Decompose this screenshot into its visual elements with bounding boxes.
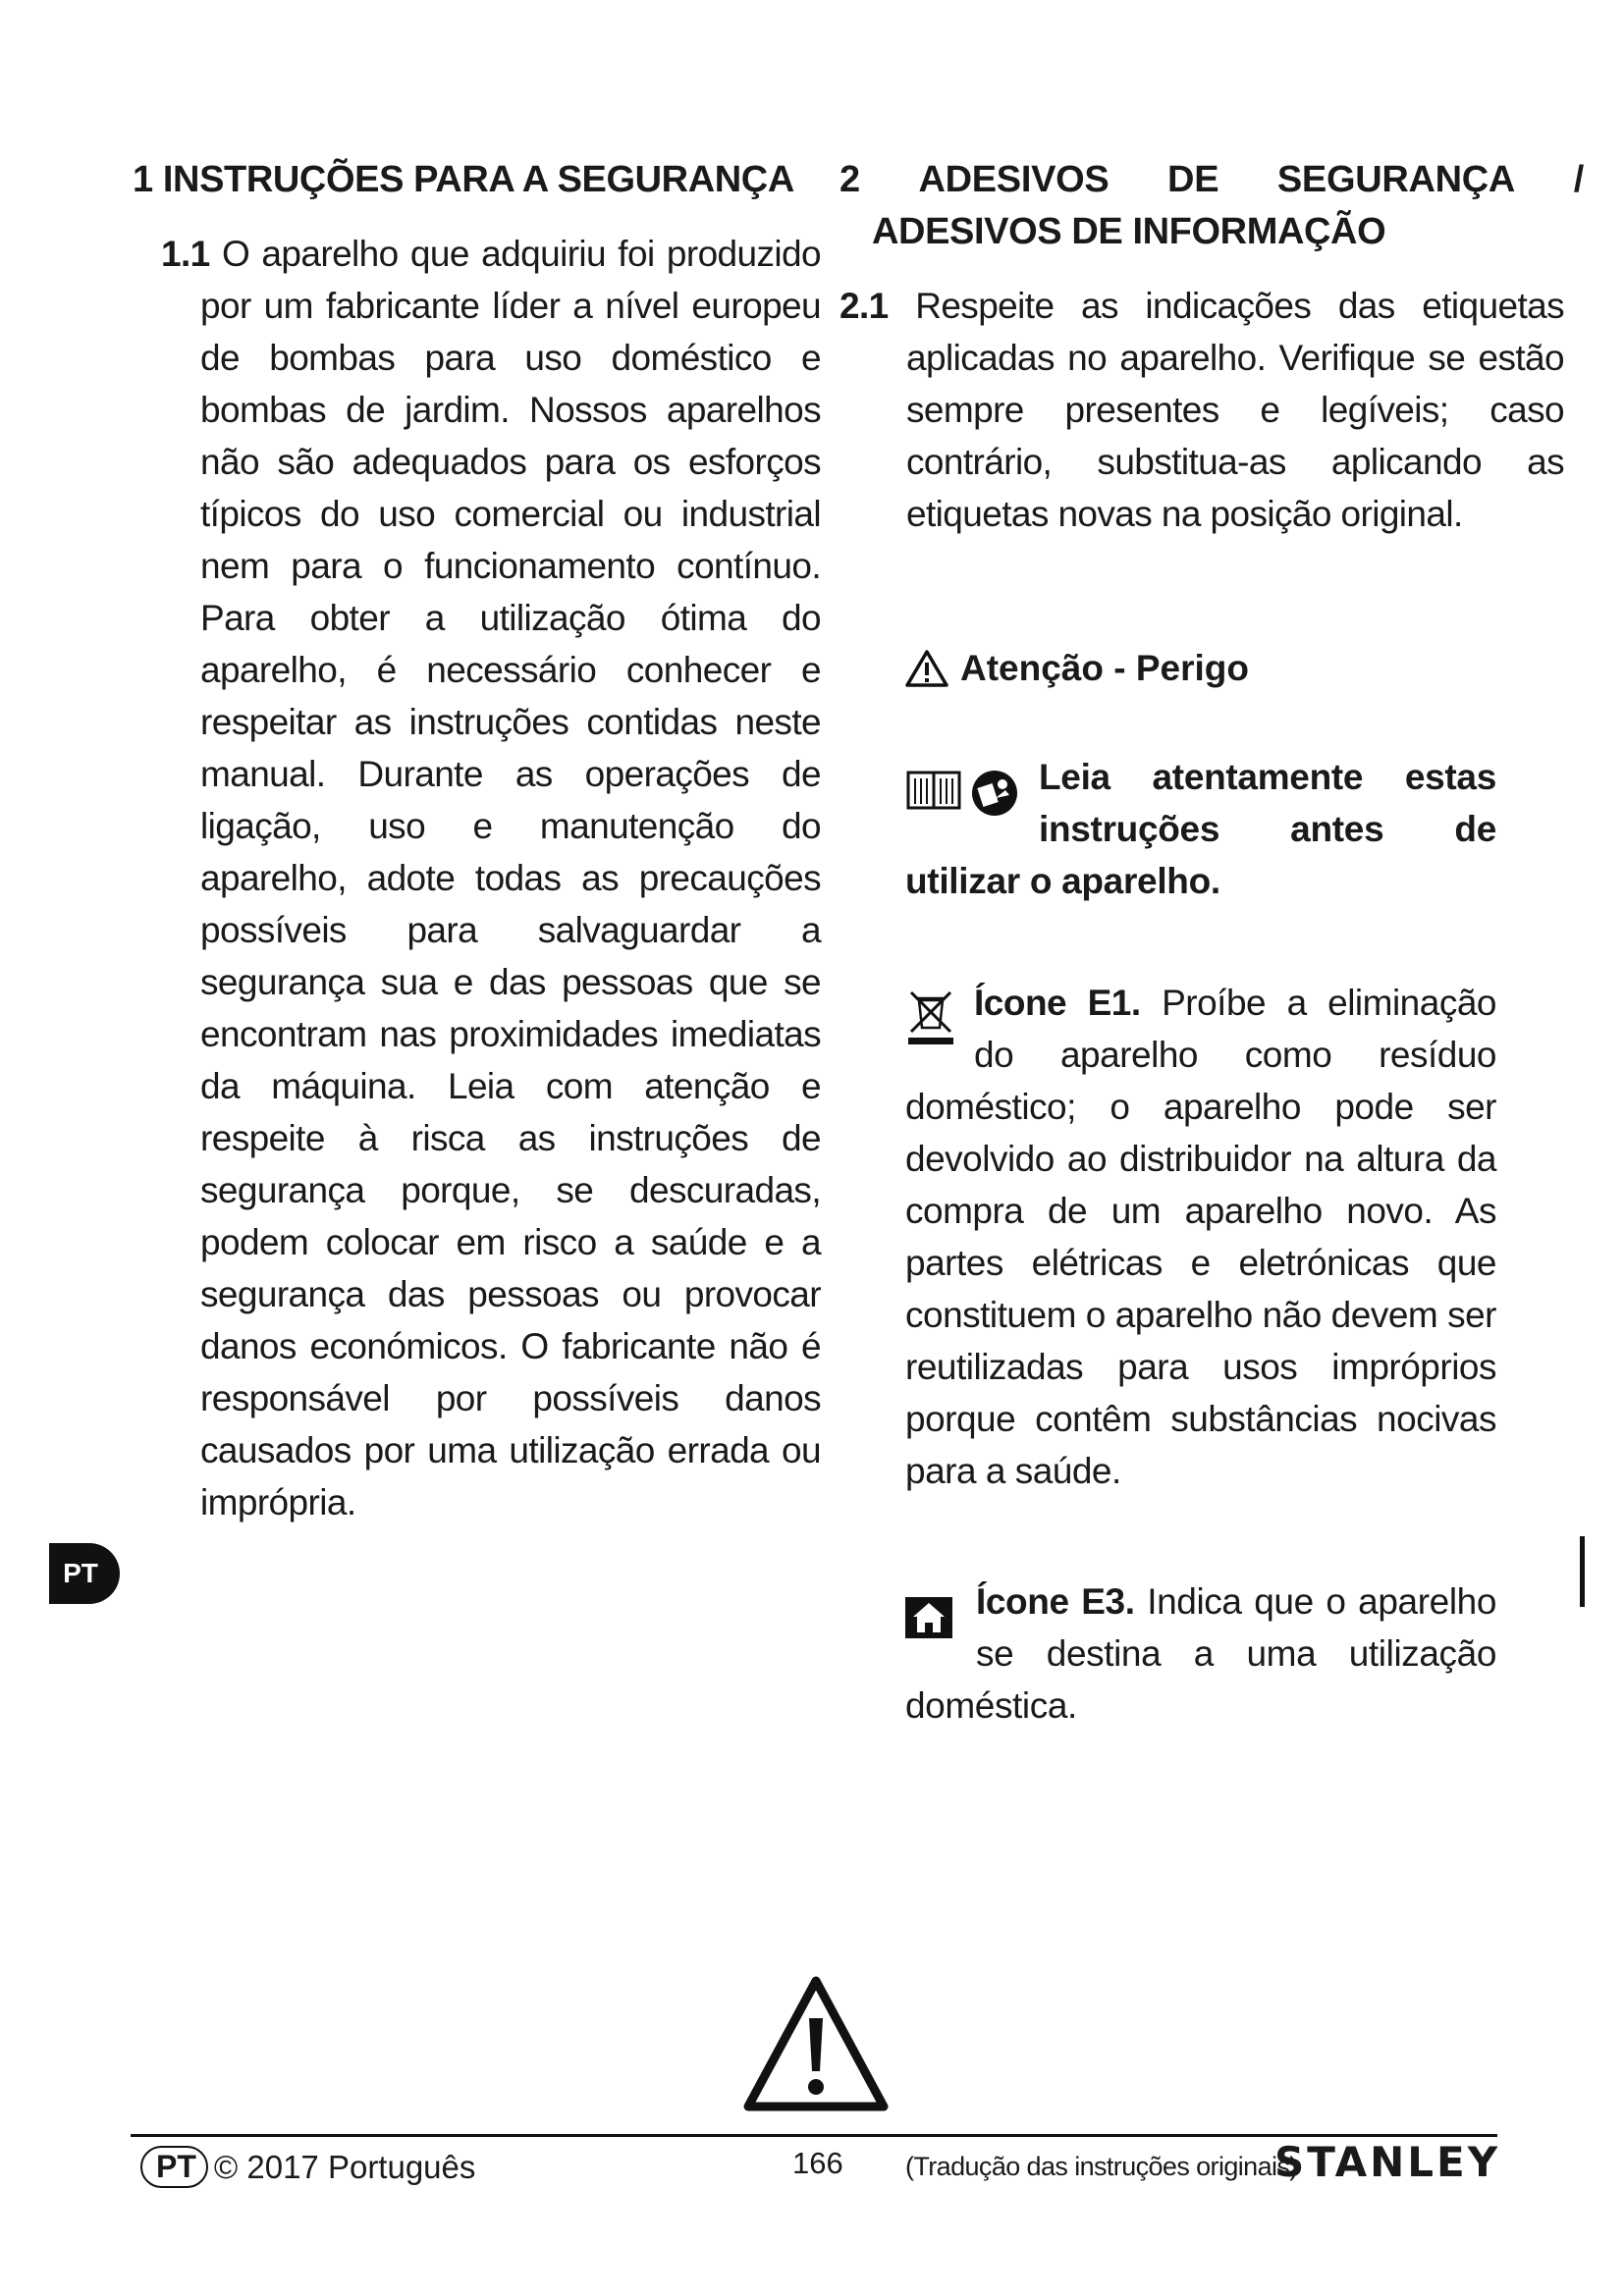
read-manual-icons <box>905 769 1019 818</box>
icon-e3-label: Ícone E3. <box>976 1581 1135 1622</box>
warning-heading-text: Atenção - Perigo <box>960 648 1249 688</box>
house-icon <box>905 1597 952 1638</box>
read-manual-text: Leia atentamente estas instruções antes de utilizar o aparelho. <box>905 757 1496 901</box>
section-2-title-line-2: ADESIVOS DE INFORMAÇÃO <box>872 211 1386 252</box>
footer-language <box>140 2146 475 2188</box>
icon-e3-notice <box>905 1575 1496 1732</box>
section-2-title <box>839 159 1584 201</box>
read-manual-notice <box>905 751 1496 907</box>
icon-e1-notice <box>905 977 1496 1497</box>
paragraph-1-1-number: 1.1 <box>161 234 210 274</box>
section-2-title-word-1: ADESIVOS <box>918 159 1110 200</box>
open-book-icon <box>905 769 962 812</box>
paragraph-2-1 <box>839 280 1564 540</box>
warning-heading <box>905 648 1249 689</box>
paragraph-2-1-text: Respeite as indicações das etiquetas aplicadas no aparelho. Verifique se estão sempre presentes e legíveis; caso contrário, substitua-as aplicando as etiquetas novas na posição original. <box>906 286 1564 534</box>
footer-language-code: PT <box>140 2146 208 2188</box>
section-2-title-word-3: SEGURANÇA <box>1276 159 1516 200</box>
icon-e1-label: Ícone E1. <box>974 983 1141 1023</box>
footer-copyright: © 2017 Português <box>213 2148 476 2185</box>
paragraph-2-1-number: 2.1 <box>839 286 889 326</box>
section-2-number: 2 <box>839 159 860 200</box>
section-2-title-word-4: / <box>1573 159 1584 200</box>
translation-note: (Tradução das instruções originais) <box>905 2152 1298 2181</box>
crossed-bin-icon <box>905 987 956 1047</box>
warning-triangle-icon <box>905 649 948 688</box>
section-1-title: 1 INSTRUÇÕES PARA A SEGURANÇA <box>133 159 794 200</box>
page-number: 166 <box>792 2146 843 2180</box>
language-side-tab: PT <box>49 1543 120 1604</box>
icon-e3-text: Indica que o aparelho se destina a uma utilização doméstica. <box>905 1581 1496 1726</box>
section-2-title-word-2: DE <box>1167 159 1219 200</box>
paragraph-1-1 <box>161 228 821 1528</box>
icon-e1-text: Proíbe a eliminação do aparelho como resíduo doméstico; o aparelho pode ser devolvido ao distribuidor na altura da compra de um aparelho novo. As partes elétricas e eletrónicas que constituem o aparelho não devem ser reutilizadas para usos impróprios porque contêm substâncias nocivas para a saúde. <box>905 983 1496 1491</box>
large-warning-triangle-icon <box>743 1975 889 2112</box>
read-instructions-icon <box>970 769 1019 818</box>
margin-bar <box>1580 1536 1585 1607</box>
brand-logo: STANLEY <box>1274 2138 1501 2186</box>
footer-divider <box>131 2134 1497 2137</box>
paragraph-1-1-text: O aparelho que adquiriu foi produzido por um fabricante líder a nível europeu de bombas para uso doméstico e bombas de jardim. Nossos aparelhos não são adequados para os esforços típicos do uso comercial ou industrial nem para o funcionamento contínuo. Para obter a utilização ótima do aparelho, é necessário conhecer e respeitar as instruções contidas neste manual. Durante as operações de ligação, uso e manutenção do aparelho, adote todas as precauções possíveis para salvaguardar a segurança sua e das pessoas que se encontram nas proximidades imediatas da máquina. Leia com atenção e respeite à risca as instruções de segurança porque, se descuradas, podem colocar em risco a saúde e a segurança das pessoas ou provocar danos económicos. O fabricante não é responsável por possíveis danos causados por uma utilização errada ou imprópria. <box>200 234 821 1522</box>
